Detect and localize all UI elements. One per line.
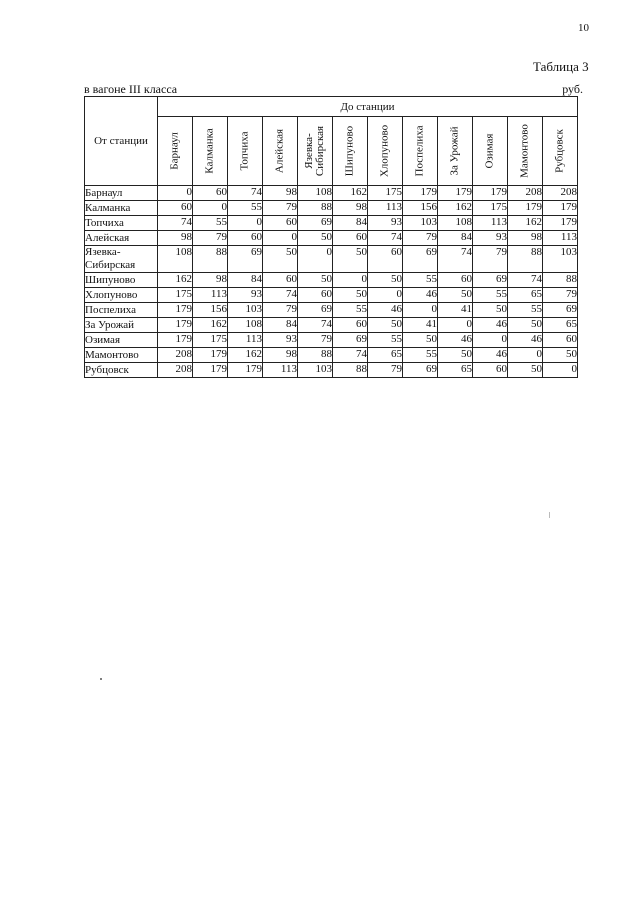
- destination-columns-row: [85, 117, 578, 186]
- fare-cell: 50: [403, 333, 438, 348]
- fare-cell: 208: [158, 348, 193, 363]
- fare-cell: 46: [473, 348, 508, 363]
- fare-cell: 50: [368, 273, 403, 288]
- fare-cell: 179: [158, 333, 193, 348]
- fare-cell: 179: [543, 216, 578, 231]
- fare-cell: 55: [473, 288, 508, 303]
- fare-cell: 65: [543, 318, 578, 333]
- fare-cell: 88: [193, 246, 228, 273]
- fare-cell: 50: [263, 246, 298, 273]
- fare-cell: 41: [403, 318, 438, 333]
- column-header: [193, 117, 228, 186]
- fare-cell: 179: [543, 201, 578, 216]
- fare-cell: 98: [158, 231, 193, 246]
- fare-cell: 79: [193, 231, 228, 246]
- table-row: [85, 303, 578, 318]
- fare-cell: 162: [333, 186, 368, 201]
- fare-cell: 50: [508, 318, 543, 333]
- table-row: [85, 216, 578, 231]
- fare-cell: 179: [473, 186, 508, 201]
- fare-cell: 74: [333, 348, 368, 363]
- fare-cell: 79: [543, 288, 578, 303]
- fare-cell: 0: [438, 318, 473, 333]
- row-station-label: Барнаул: [85, 186, 158, 201]
- fare-cell: 79: [403, 231, 438, 246]
- fare-cell: 79: [263, 201, 298, 216]
- fare-cell: 69: [543, 303, 578, 318]
- fare-cell: 108: [298, 186, 333, 201]
- fare-cell: 162: [508, 216, 543, 231]
- column-header-label: Мамонтово: [518, 124, 531, 178]
- fare-cell: 162: [228, 348, 263, 363]
- column-header: [158, 117, 193, 186]
- fare-cell: 0: [228, 216, 263, 231]
- fare-cell: 88: [333, 363, 368, 378]
- fare-cell: 98: [263, 186, 298, 201]
- table-row: [85, 246, 578, 273]
- fare-cell: 46: [508, 333, 543, 348]
- fare-cell: 46: [438, 333, 473, 348]
- row-station-label: Алейская: [85, 231, 158, 246]
- from-station-header: От станции: [85, 97, 158, 186]
- fare-cell: 179: [193, 348, 228, 363]
- fare-table-body: [85, 186, 578, 378]
- fare-cell: 103: [403, 216, 438, 231]
- fare-cell: 46: [368, 303, 403, 318]
- fare-cell: 60: [263, 216, 298, 231]
- column-header-label: Язевка- Сибирская: [303, 125, 326, 177]
- row-station-label: Калманка: [85, 201, 158, 216]
- fare-cell: 0: [263, 231, 298, 246]
- fare-cell: 79: [298, 333, 333, 348]
- fare-cell: 74: [508, 273, 543, 288]
- fare-cell: 179: [508, 201, 543, 216]
- column-header: [228, 117, 263, 186]
- fare-cell: 113: [263, 363, 298, 378]
- fare-cell: 113: [368, 201, 403, 216]
- fare-cell: 60: [438, 273, 473, 288]
- fare-cell: 108: [438, 216, 473, 231]
- fare-cell: 0: [473, 333, 508, 348]
- fare-cell: 162: [158, 273, 193, 288]
- fare-cell: 41: [438, 303, 473, 318]
- fare-cell: 162: [193, 318, 228, 333]
- fare-cell: 84: [228, 273, 263, 288]
- table-row: [85, 186, 578, 201]
- row-station-label: Язевка- Сибирская: [85, 246, 158, 273]
- fare-cell: 208: [158, 363, 193, 378]
- fare-cell: 69: [333, 333, 368, 348]
- fare-cell: 0: [158, 186, 193, 201]
- fare-cell: 55: [368, 333, 403, 348]
- fare-cell: 103: [228, 303, 263, 318]
- row-station-label: Поспелиха: [85, 303, 158, 318]
- column-header-label: Топчиха: [238, 131, 251, 171]
- fare-cell: 103: [543, 246, 578, 273]
- fare-cell: 74: [438, 246, 473, 273]
- column-header-label: Барнаул: [168, 132, 181, 170]
- fare-cell: 50: [473, 303, 508, 318]
- fare-cell: 60: [158, 201, 193, 216]
- fare-cell: 60: [333, 318, 368, 333]
- fare-cell: 60: [228, 231, 263, 246]
- table-row: [85, 333, 578, 348]
- table-row: [85, 288, 578, 303]
- column-header: [543, 117, 578, 186]
- fare-cell: 74: [158, 216, 193, 231]
- fare-cell: 113: [228, 333, 263, 348]
- fare-cell: 0: [193, 201, 228, 216]
- fare-cell: 103: [298, 363, 333, 378]
- fare-cell: 55: [193, 216, 228, 231]
- fare-cell: 0: [403, 303, 438, 318]
- column-header: [263, 117, 298, 186]
- fare-cell: 55: [403, 348, 438, 363]
- fare-cell: 179: [193, 363, 228, 378]
- fare-cell: 108: [228, 318, 263, 333]
- fare-cell: 84: [438, 231, 473, 246]
- fare-cell: 65: [508, 288, 543, 303]
- fare-cell: 88: [298, 348, 333, 363]
- fare-cell: 55: [333, 303, 368, 318]
- table-row: [85, 273, 578, 288]
- fare-cell: 50: [298, 273, 333, 288]
- fare-cell: 65: [368, 348, 403, 363]
- fare-cell: 46: [403, 288, 438, 303]
- fare-cell: 113: [473, 216, 508, 231]
- table-row: [85, 348, 578, 363]
- fare-cell: 175: [158, 288, 193, 303]
- fare-cell: 156: [193, 303, 228, 318]
- fare-cell: 74: [298, 318, 333, 333]
- column-header: [333, 117, 368, 186]
- fare-cell: 179: [158, 303, 193, 318]
- fare-cell: 88: [508, 246, 543, 273]
- fare-cell: 79: [263, 303, 298, 318]
- fare-cell: 60: [298, 288, 333, 303]
- column-header-label: Калманка: [203, 128, 216, 174]
- table-row: [85, 231, 578, 246]
- to-station-header: До станции: [158, 97, 578, 117]
- fare-cell: 79: [473, 246, 508, 273]
- column-header-label: За Урожай: [448, 126, 461, 176]
- fare-cell: 50: [333, 288, 368, 303]
- fare-cell: 0: [333, 273, 368, 288]
- fare-cell: 50: [368, 318, 403, 333]
- fare-cell: 98: [263, 348, 298, 363]
- row-station-label: За Урожай: [85, 318, 158, 333]
- column-header-label: Поспелиха: [413, 125, 426, 177]
- row-station-label: Мамонтово: [85, 348, 158, 363]
- fare-table: [84, 96, 578, 378]
- column-header-label: Алейская: [273, 128, 286, 174]
- fare-cell: 50: [333, 246, 368, 273]
- fare-cell: 55: [228, 201, 263, 216]
- fare-cell: 84: [263, 318, 298, 333]
- row-station-label: Рубцовск: [85, 363, 158, 378]
- fare-cell: 60: [543, 333, 578, 348]
- fare-cell: 162: [438, 201, 473, 216]
- fare-cell: 50: [438, 348, 473, 363]
- fare-cell: 175: [193, 333, 228, 348]
- fare-cell: 60: [473, 363, 508, 378]
- row-station-label: Озимая: [85, 333, 158, 348]
- row-station-label: Топчиха: [85, 216, 158, 231]
- fare-cell: 179: [438, 186, 473, 201]
- fare-cell: 46: [473, 318, 508, 333]
- column-header: [298, 117, 333, 186]
- column-header-label: Хлопуново: [378, 124, 391, 178]
- fare-cell: 50: [298, 231, 333, 246]
- fare-cell: 74: [368, 231, 403, 246]
- fare-cell: 179: [158, 318, 193, 333]
- fare-cell: 93: [228, 288, 263, 303]
- fare-cell: 208: [543, 186, 578, 201]
- column-header-label: Озимая: [483, 133, 496, 169]
- fare-cell: 69: [228, 246, 263, 273]
- currency-label: руб.: [562, 82, 583, 96]
- fare-cell: 69: [403, 246, 438, 273]
- fare-cell: 74: [263, 288, 298, 303]
- fare-cell: 69: [298, 216, 333, 231]
- fare-cell: 113: [543, 231, 578, 246]
- fare-cell: 175: [368, 186, 403, 201]
- table-caption: Таблица 3: [533, 59, 589, 74]
- column-header: [508, 117, 543, 186]
- column-header: [403, 117, 438, 186]
- fare-cell: 98: [508, 231, 543, 246]
- fare-cell: 79: [368, 363, 403, 378]
- fare-cell: 84: [333, 216, 368, 231]
- fare-cell: 98: [193, 273, 228, 288]
- row-station-label: Шипуново: [85, 273, 158, 288]
- fare-cell: 0: [543, 363, 578, 378]
- scan-dot: [100, 678, 102, 680]
- column-header: [438, 117, 473, 186]
- fare-cell: 55: [403, 273, 438, 288]
- fare-cell: 50: [508, 363, 543, 378]
- fare-cell: 60: [193, 186, 228, 201]
- table-row: [85, 318, 578, 333]
- scan-speck: [549, 512, 550, 518]
- fare-cell: 69: [403, 363, 438, 378]
- fare-cell: 88: [543, 273, 578, 288]
- table-head-row: [85, 97, 578, 117]
- fare-cell: 0: [368, 288, 403, 303]
- column-header-label: Шипуново: [343, 125, 356, 177]
- fare-cell: 60: [368, 246, 403, 273]
- fare-cell: 55: [508, 303, 543, 318]
- fare-cell: 113: [193, 288, 228, 303]
- fare-cell: 93: [368, 216, 403, 231]
- fare-cell: 179: [228, 363, 263, 378]
- page-number: 10: [578, 22, 589, 34]
- fare-cell: 0: [298, 246, 333, 273]
- fare-cell: 0: [508, 348, 543, 363]
- table-row: [85, 201, 578, 216]
- fare-cell: 175: [473, 201, 508, 216]
- fare-cell: 50: [543, 348, 578, 363]
- fare-cell: 93: [263, 333, 298, 348]
- fare-cell: 208: [508, 186, 543, 201]
- car-class-label: в вагоне III класса: [84, 82, 178, 96]
- fare-cell: 93: [473, 231, 508, 246]
- fare-cell: 50: [438, 288, 473, 303]
- column-header: [473, 117, 508, 186]
- table-row: [85, 363, 578, 378]
- fare-cell: 74: [228, 186, 263, 201]
- fare-cell: 108: [158, 246, 193, 273]
- column-header: [368, 117, 403, 186]
- fare-cell: 179: [403, 186, 438, 201]
- fare-cell: 88: [298, 201, 333, 216]
- fare-cell: 156: [403, 201, 438, 216]
- fare-cell: 65: [438, 363, 473, 378]
- column-header-label: Рубцовск: [553, 129, 566, 173]
- fare-cell: 60: [333, 231, 368, 246]
- fare-cell: 69: [298, 303, 333, 318]
- fare-cell: 69: [473, 273, 508, 288]
- fare-cell: 98: [333, 201, 368, 216]
- fare-cell: 60: [263, 273, 298, 288]
- row-station-label: Хлопуново: [85, 288, 158, 303]
